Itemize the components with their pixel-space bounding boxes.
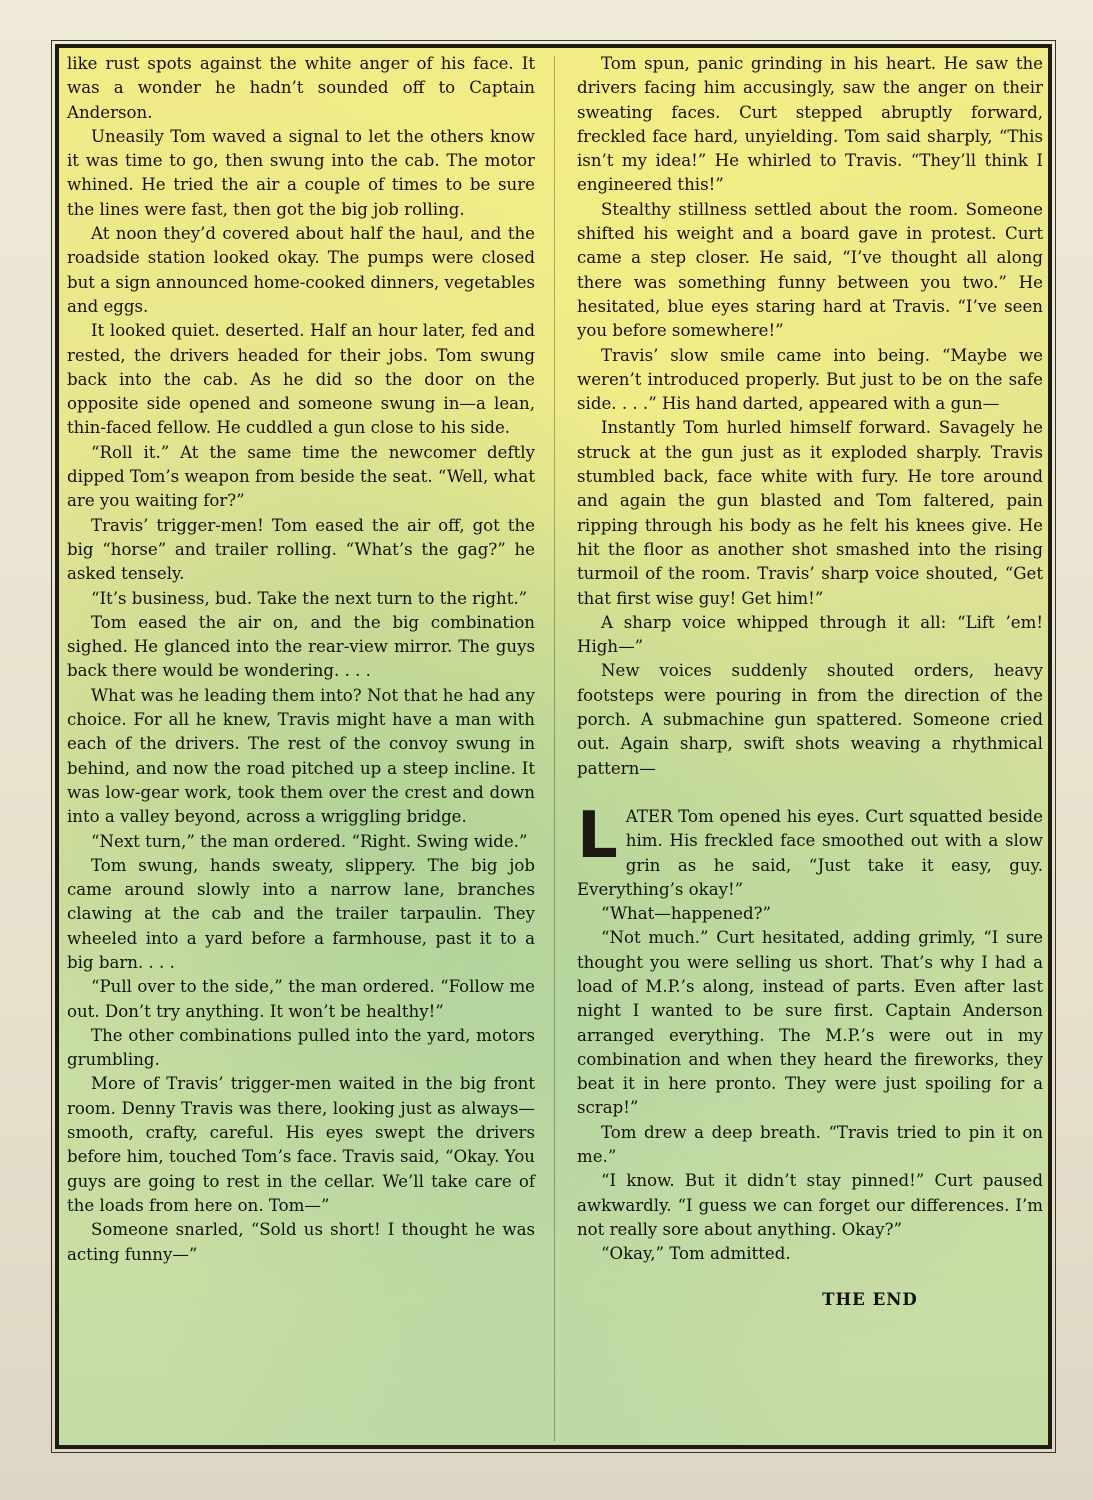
paragraph: The other combinations pulled into the yard, motors grumbling. — [67, 1025, 535, 1070]
paragraph: “Roll it.” At the same time the newcomer deftly dipped Tom’s weapon from beside the seat. “Well, what are you waiting for?” — [67, 442, 535, 511]
paragraph: Travis’ trigger-men! Tom eased the air off, got the big “horse” and trailer rolling. “What’s the gag?” he asked tensely. — [67, 515, 535, 584]
column-divider — [554, 56, 555, 1441]
drop-cap: L — [577, 798, 618, 873]
paragraph: Tom eased the air on, and the big combination sighed. He glanced into the rear-view mirror. The guys back there would be wondering. . . . — [67, 612, 535, 681]
paragraph: New voices suddenly shouted orders, heavy footsteps were pouring in from the direction of the porch. A submachine gun spattered. Someone cried out. Again sharp, swift shots weaving a rhythmical pattern— — [577, 661, 1043, 778]
paragraph: “Okay,” Tom admitted. — [601, 1244, 791, 1264]
right-column — [577, 52, 1043, 1439]
paragraph: Travis’ slow smile came into being. “Maybe we weren’t introduced properly. But just to be on the safe side. . . .” His hand darted, appeared with a gun— — [577, 345, 1043, 414]
paragraph: Tom swung, hands sweaty, slippery. The big job came around slowly into a narrow lane, branches clawing at the cab and the trailer tarpaulin. They wheeled into a yard before a farmhouse, past it to a big barn. . . . — [67, 855, 535, 972]
paragraph: Instantly Tom hurled himself forward. Savagely he struck at the gun just as it exploded sharply. Travis stumbled back, face white with fury. He tore around and again the gun blasted and Tom faltered, pain ripping through his body as he felt his knees give. He hit the floor as another shot smashed into the rising turmoil of the room. Travis’ sharp voice shouted, “Get that first wise guy! Get him!” — [577, 418, 1043, 608]
paragraph: “What—happened?” — [601, 904, 771, 924]
paragraph: A sharp voice whipped through it all: “Lift ’em! High—” — [577, 612, 1043, 657]
paragraph: “I know. But it didn’t stay pinned!” Curt paused awkwardly. “I guess we can forget our differences. I’m not really sore about anything. Okay?” — [577, 1171, 1043, 1239]
story-page-panel — [55, 44, 1052, 1449]
paragraph: What was he leading them into? Not that he had any choice. For all he knew, Travis might have a man with each of the drivers. The rest of the convoy swung in behind, and now the road pitched up a steep incline. It was low-gear work, took them over the crest and down into a valley beyond, across a wriggling bridge. — [67, 685, 535, 827]
paragraph: like rust spots against the white anger of his face. It was a wonder he hadn’t sounded off to Captain Anderson. — [67, 54, 535, 122]
left-column — [67, 52, 535, 1439]
paragraph: Tom drew a deep breath. “Travis tried to pin it on me.” — [577, 1122, 1043, 1167]
paragraph: “Next turn,” the man ordered. “Right. Swing wide.” — [91, 831, 528, 851]
paragraph: “Pull over to the side,” the man ordered. “Follow me out. Don’t try anything. It won’t be healthy!” — [67, 977, 535, 1021]
paragraph: “Not much.” Curt hesitated, adding grimly, “I sure thought you were selling us short. That’s why I had a load of M.P.’s along, instead of parts. Even after last night I wanted to be sure first. Captain Anderson arranged everything. The M.P.’s were out in my combination and when they heard the fireworks, they beat it in here pronto. They were just spoiling for a scrap!” — [577, 928, 1043, 1118]
later-section — [577, 798, 1043, 902]
paragraph: More of Travis’ trigger-men waited in the big front room. Denny Travis was there, looking just as always—smooth, crafty, careful. His eyes swept the drivers before him, touched Tom’s face. Travis said, “Okay. You guys are going to rest in the cellar. We’ll take care of the loads from here on. Tom—” — [67, 1074, 535, 1215]
paragraph: “It’s business, bud. Take the next turn to the right.” — [91, 588, 528, 608]
paragraph: Tom spun, panic grinding in his heart. He saw the drivers facing him accusingly, saw the anger on their sweating faces. Curt stepped abruptly forward, freckled face hard, unyielding. Tom said sharply, “This isn’t my idea!” He whirled to Travis. “They’ll think I engineered this!” — [577, 54, 1043, 195]
paragraph: ATER Tom opened his eyes. Curt squatted beside him. His freckled face smoothed out with a slow grin as he said, “Just take it easy, guy. Everything’s okay!” — [577, 806, 1043, 899]
the-end-label: THE END — [822, 1288, 918, 1309]
paragraph: At noon they’d covered about half the haul, and the roadside station looked okay. The pumps were closed but a sign announced home-cooked dinners, vegetables and eggs. — [67, 224, 535, 316]
paragraph: It looked quiet. deserted. Half an hour later, fed and rested, the drivers headed for their jobs. Tom swung back into the cab. As he did so the door on the opposite side opened and someone swung in—a lean, thin-faced fellow. He cuddled a gun close to his side. — [67, 321, 535, 438]
paragraph: Stealthy stillness settled about the room. Someone shifted his weight and a board gave in protest. Curt came a step closer. He said, “I’ve thought all along there was something funny between you two.” He hesitated, blue eyes staring hard at Travis. “I’ve seen you before somewhere!” — [577, 199, 1043, 341]
paragraph: Someone snarled, “Sold us short! I thought he was acting funny—” — [67, 1220, 535, 1264]
paragraph: Uneasily Tom waved a signal to let the others know it was time to go, then swung into the cab. The motor whined. He tried the air a couple of times to be sure the lines were fast, then got the big job rolling. — [67, 126, 535, 219]
section-break — [577, 781, 1043, 805]
